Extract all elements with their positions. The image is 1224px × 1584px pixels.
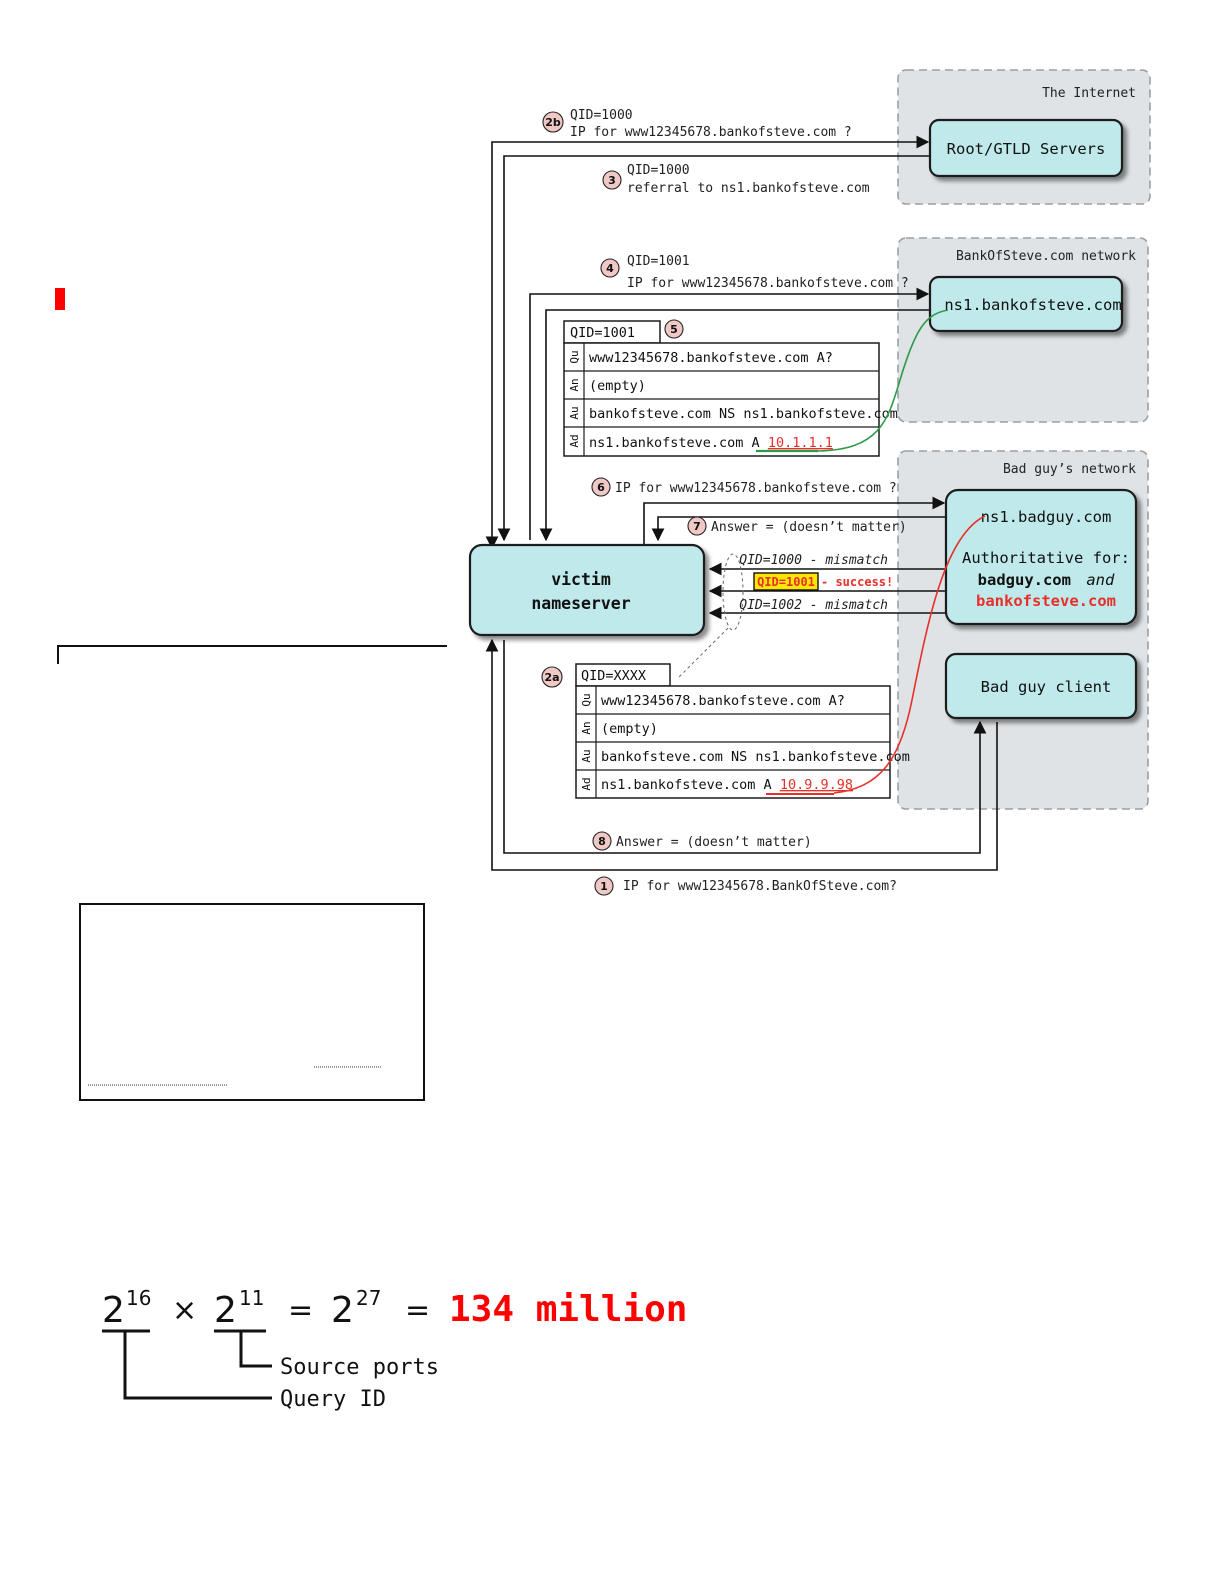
step-3-qid: QID=1000 xyxy=(627,163,690,178)
step-badge-7 xyxy=(688,517,706,535)
packet-bad-answer: (empty) xyxy=(601,721,658,737)
svg-text:2a: 2a xyxy=(544,671,560,684)
step-4-qid: QID=1001 xyxy=(627,254,690,269)
step-badge-2b xyxy=(543,112,563,132)
formula-exp-11: 11 xyxy=(239,1286,265,1310)
svg-text:2b: 2b xyxy=(545,116,561,129)
step-2b-qid: QID=1000 xyxy=(570,108,633,123)
packet-good-authority: bankofsteve.com NS ns1.bankofsteve.com xyxy=(589,406,898,422)
node-ns1-badguy xyxy=(946,490,1136,624)
step-1-text: IP for www12345678.BankOfSteve.com? xyxy=(623,879,897,894)
formula-base-2: 2 xyxy=(214,1290,237,1331)
step-badge-4 xyxy=(601,259,619,277)
formula-base-3: 2 xyxy=(331,1290,354,1331)
svg-text:4: 4 xyxy=(606,262,614,275)
packet-good-answer: (empty) xyxy=(589,378,646,394)
formula-label-ports: Source ports xyxy=(280,1355,439,1380)
empty-sidebar-box xyxy=(80,904,424,1100)
spoof-mismatch-1002: QID=1002 - mismatch xyxy=(739,598,888,613)
svg-text:ns1.bankofsteve.com A 10.9.9.9 xyxy=(601,777,853,793)
formula-bracket-ports xyxy=(214,1331,272,1366)
packet-bad-header: QID=XXXX xyxy=(581,668,647,684)
node-victim-line2: nameserver xyxy=(531,594,631,613)
packet-good-label-au: Au xyxy=(568,406,581,420)
packet-good-question: www12345678.bankofsteve.com A? xyxy=(589,350,833,366)
step-badge-3 xyxy=(603,171,621,189)
packet-bad-authority: bankofsteve.com NS ns1.bankofsteve.com xyxy=(601,749,910,765)
step-badge-8 xyxy=(593,832,611,850)
formula-result: 134 million xyxy=(449,1289,688,1330)
formula-base-1: 2 xyxy=(102,1290,125,1331)
spoof-success-text: - success! xyxy=(821,575,894,589)
node-root-label: Root/GTLD Servers xyxy=(946,140,1106,158)
packet-good-label-an: An xyxy=(568,378,581,392)
left-rule xyxy=(58,646,447,664)
step-badge-1 xyxy=(595,877,613,895)
packet-good-label-ad: Ad xyxy=(568,434,581,448)
packet-bad-label-ad: Ad xyxy=(580,777,593,791)
packet-bad-label-au: Au xyxy=(580,749,593,763)
packet-bad-additional: ns1.bankofsteve.com A xyxy=(601,777,780,793)
formula-equals-1: = xyxy=(288,1293,314,1328)
step-6-text: IP for www12345678.bankofsteve.com ? xyxy=(615,481,897,496)
svg-text:ns1.bankofsteve.com A 10.1.1.1 xyxy=(589,435,833,451)
auth-label: Authoritative for: xyxy=(962,549,1130,567)
node-bad-client-label: Bad guy client xyxy=(980,678,1112,696)
region-bad-label: Bad guy’s network xyxy=(1002,462,1136,477)
step-badge-5 xyxy=(665,320,683,338)
svg-text:3: 3 xyxy=(608,174,616,187)
formula-exp-27: 27 xyxy=(356,1286,382,1310)
step-8-text: Answer = (doesn’t matter) xyxy=(616,835,812,850)
region-internet-label: The Internet xyxy=(1042,86,1136,101)
formula-equals-2: = xyxy=(405,1293,431,1328)
svg-text:6: 6 xyxy=(597,481,605,494)
svg-text:5: 5 xyxy=(670,323,678,336)
svg-text:7: 7 xyxy=(693,520,701,533)
region-bank-label: BankOfSteve.com network xyxy=(955,249,1136,264)
auth-domain-badguy: badguy.com xyxy=(977,571,1071,589)
node-ns1-bank xyxy=(930,277,1122,331)
red-margin-mark xyxy=(55,288,65,310)
packet-bad-label-an: An xyxy=(580,721,593,735)
formula-times: × xyxy=(172,1293,198,1328)
step-4-text: IP for www12345678.bankofsteve.com ? xyxy=(627,276,909,291)
spoof-mismatch-1000: QID=1000 - mismatch xyxy=(739,553,888,568)
svg-text:8: 8 xyxy=(598,835,606,848)
packet-good-ip: 10.1.1.1 xyxy=(767,435,833,451)
spoof-success-qid: QID=1001 xyxy=(757,575,815,589)
node-ns1-bank-label: ns1.bankofsteve.com xyxy=(944,296,1122,314)
node-ns1-badguy-label: ns1.badguy.com xyxy=(980,508,1112,526)
packet-bad xyxy=(576,664,910,798)
node-root xyxy=(930,120,1122,176)
node-victim-line1: victim xyxy=(551,570,611,589)
step-2b-text: IP for www12345678.bankofsteve.com ? xyxy=(570,125,852,140)
svg-text:1: 1 xyxy=(600,880,608,893)
step-badge-6 xyxy=(592,478,610,496)
formula-exp-16: 16 xyxy=(126,1286,152,1310)
step-3-text: referral to ns1.bankofsteve.com xyxy=(627,181,870,196)
step-badge-2a xyxy=(542,667,562,687)
node-bad-client xyxy=(946,654,1136,718)
packet-bad-question: www12345678.bankofsteve.com A? xyxy=(601,693,845,709)
step-7-text: Answer = (doesn’t matter) xyxy=(711,520,907,535)
auth-and: and xyxy=(1086,571,1115,589)
packet-bad-ip: 10.9.9.98 xyxy=(779,777,853,793)
svg-text:badguy.com and xyxy=(978,571,1115,589)
node-victim xyxy=(470,545,704,635)
formula xyxy=(102,1286,687,1412)
packet-good-label-qu: Qu xyxy=(568,350,581,364)
auth-domain-bankofsteve: bankofsteve.com xyxy=(976,592,1116,610)
formula-label-qid: Query ID xyxy=(280,1387,386,1412)
packet-good-additional: ns1.bankofsteve.com A xyxy=(589,435,768,451)
packet-good-header: QID=1001 xyxy=(570,325,636,341)
packet-bad-label-qu: Qu xyxy=(580,693,593,707)
packet-good xyxy=(564,321,898,456)
